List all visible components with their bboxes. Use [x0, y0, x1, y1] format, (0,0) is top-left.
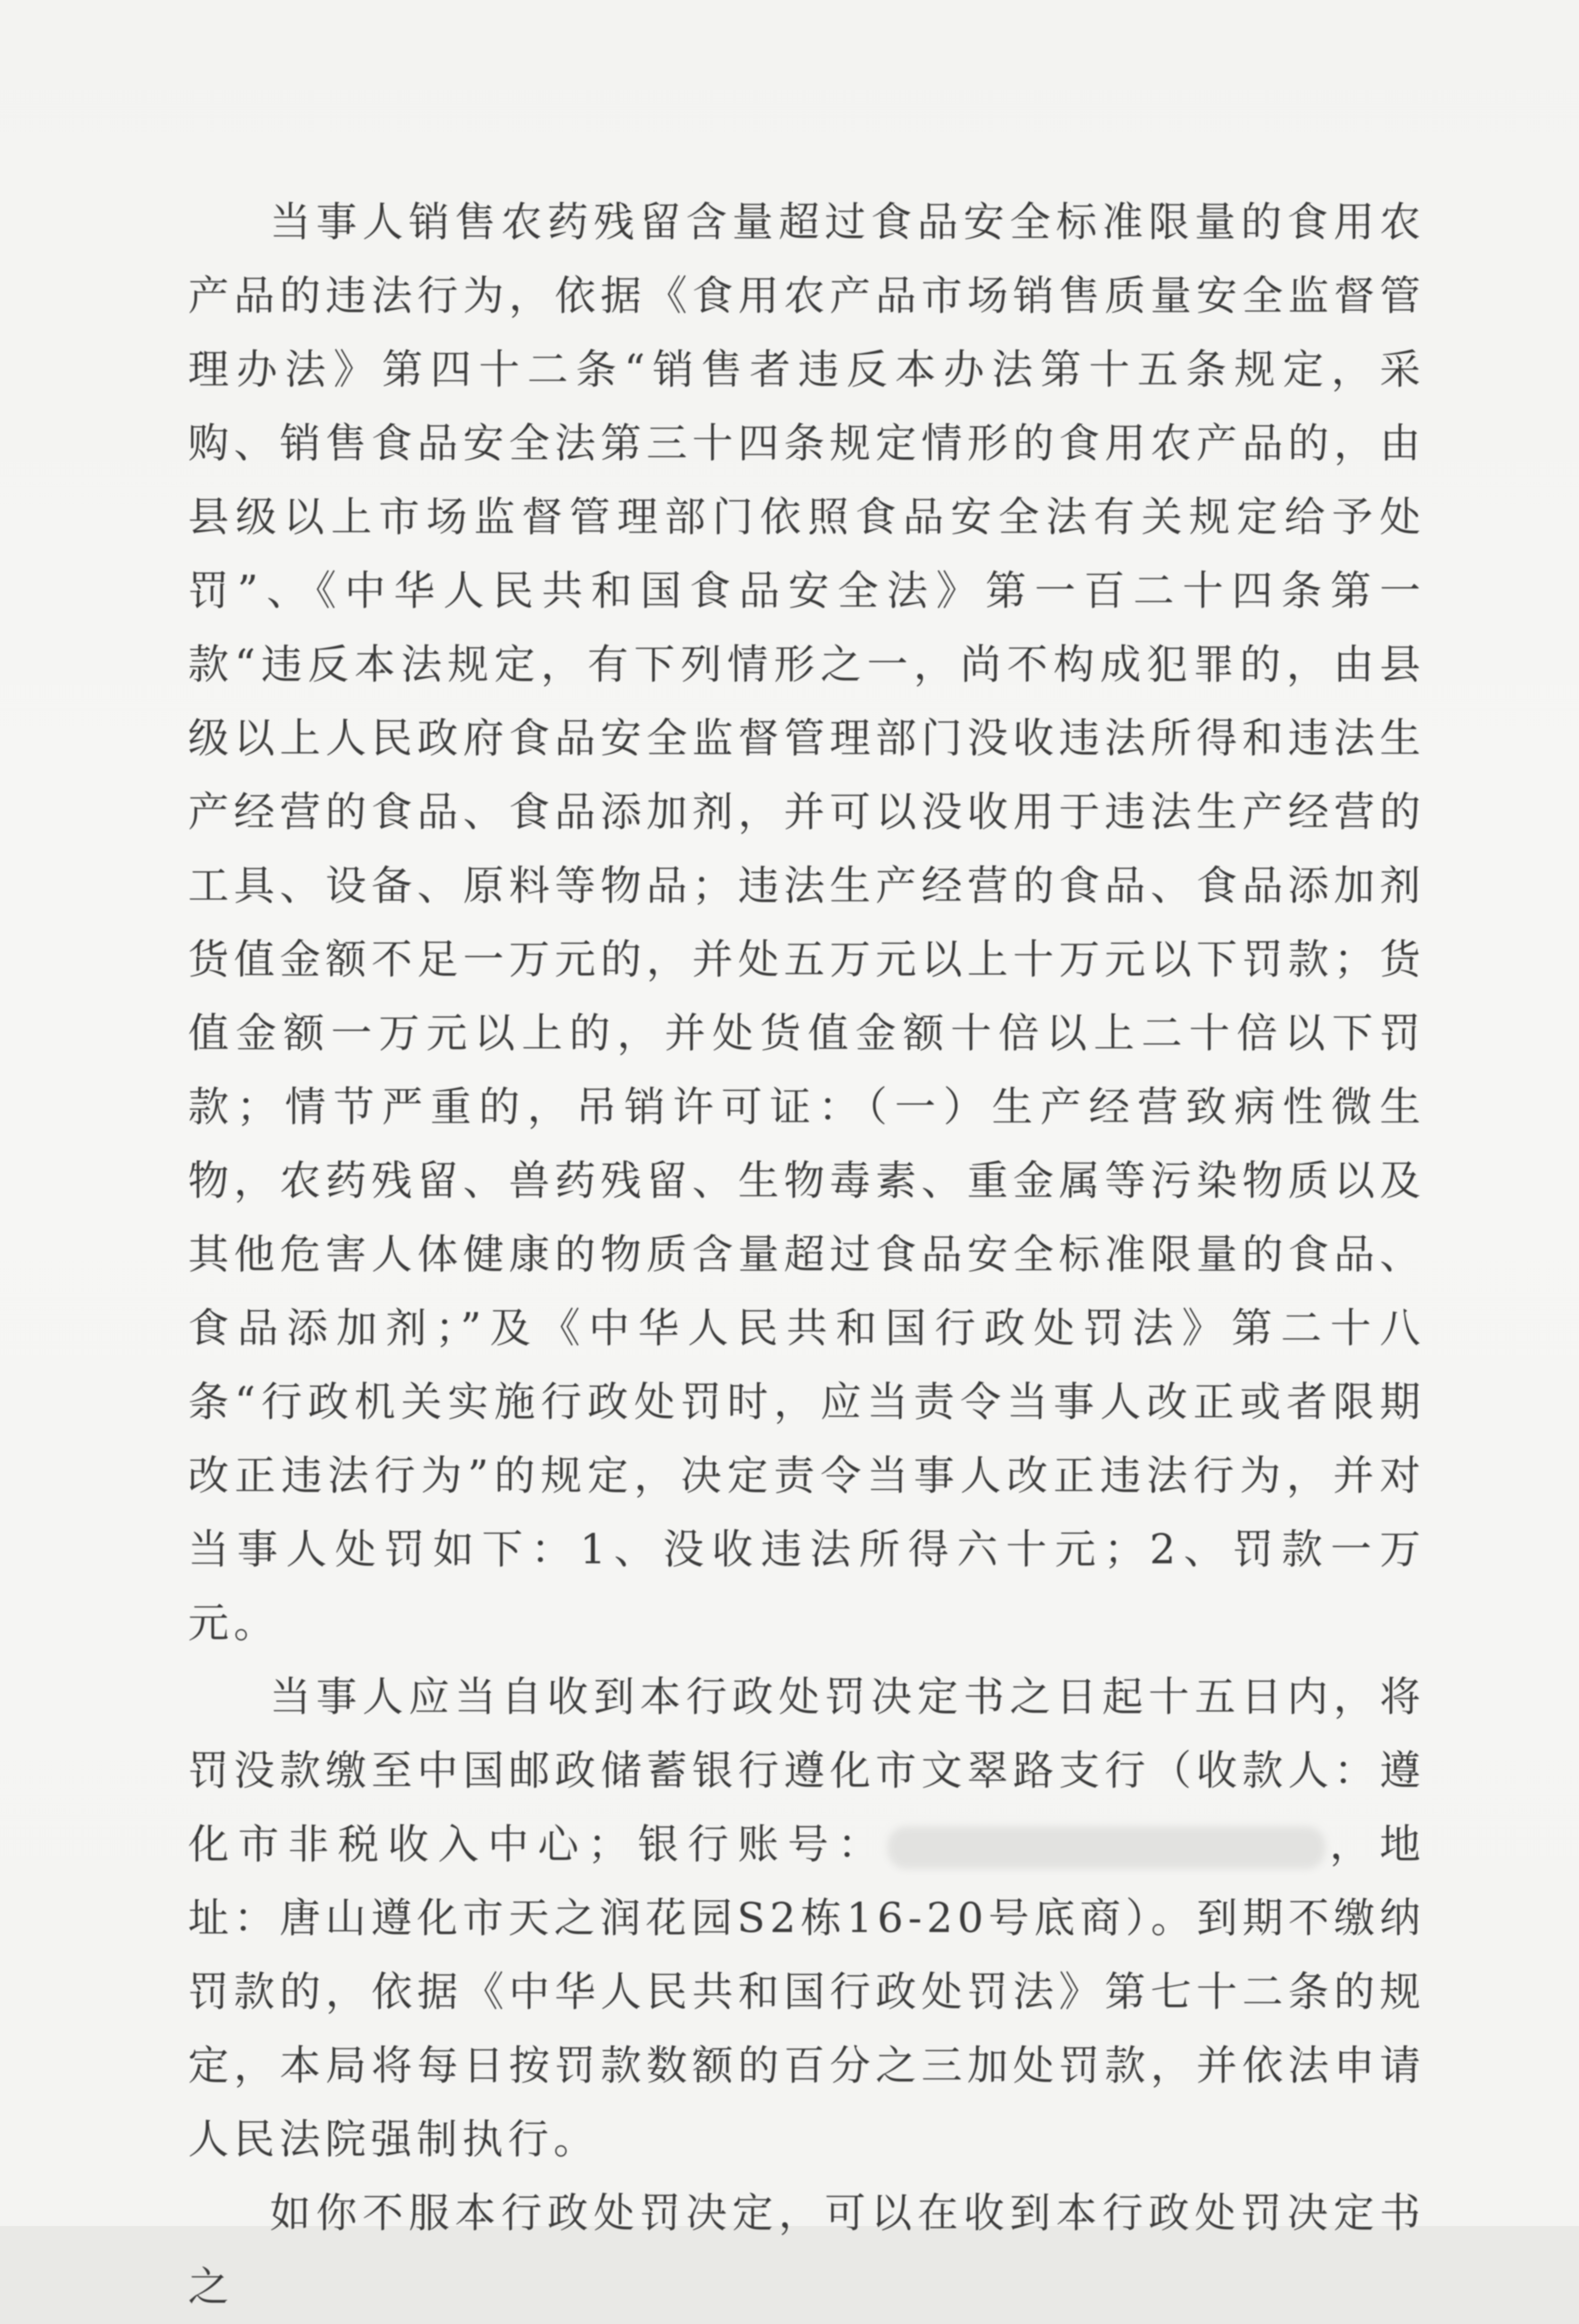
payment-text-before-account: 当事人应当自收到本行政处罚决定书之日起十五日内，将罚没款缴至中国邮政储蓄银行遵化市文翠路支行（收款人：遵化市非税收入中心；银行账号： — [188, 1673, 1425, 1868]
document-body — [188, 186, 1425, 2324]
paragraph-payment-instructions — [188, 1660, 1425, 2177]
payment-text-after-account: ，地址：唐山遵化市天之润花园S2栋16-20号底商）。到期不缴纳罚款的，依据《中华人民共和国行政处罚法》第七十二条的规定，本局将每日按罚款数额的百分之三加处罚款，并依法申请人民法院强制执行。 — [188, 1821, 1425, 2163]
redacted-account-number — [888, 1826, 1325, 1869]
paragraph-appeal-notice: 如你不服本行政处罚决定，可以在收到本行政处罚决定书之 — [188, 2189, 1425, 2311]
paragraph-penalty-basis: 当事人销售农药残留含量超过食品安全标准限量的食用农产品的违法行为，依据《食用农产品市场销售质量安全监督管理办法》第四十二条“销售者违反本办法第十五条规定，采购、销售食品安全法第三十四条规定情形的食用农产品的，由县级以上市场监督管理部门依照食品安全法有关规定给予处罚”、《中华人民共和国食品安全法》第一百二十四条第一款“违反本法规定，有下列情形之一，尚不构成犯罪的，由县级以上人民政府食品安全监督管理部门没收违法所得和违法生产经营的食品、食品添加剂，并可以没收用于违法生产经营的工具、设备、原料等物品；违法生产经营的食品、食品添加剂货值金额不足一万元的，并处五万元以上十万元以下罚款；货值金额一万元以上的，并处货值金额十倍以上二十倍以下罚款；情节严重的，吊销许可证：（一）生产经营致病性微生物，农药残留、兽药残留、生物毒素、重金属等污染物质以及其他危害人体健康的物质含量超过食品安全标准限量的食品、食品添加剂；”及《中华人民共和国行政处罚法》第二十八条“行政机关实施行政处罚时，应当责令当事人改正或者限期改正违法行为”的规定，决定责令当事人改正违法行为，并对当事人处罚如下：1、没收违法所得六十元；2、罚款一万元。 — [188, 198, 1425, 1647]
